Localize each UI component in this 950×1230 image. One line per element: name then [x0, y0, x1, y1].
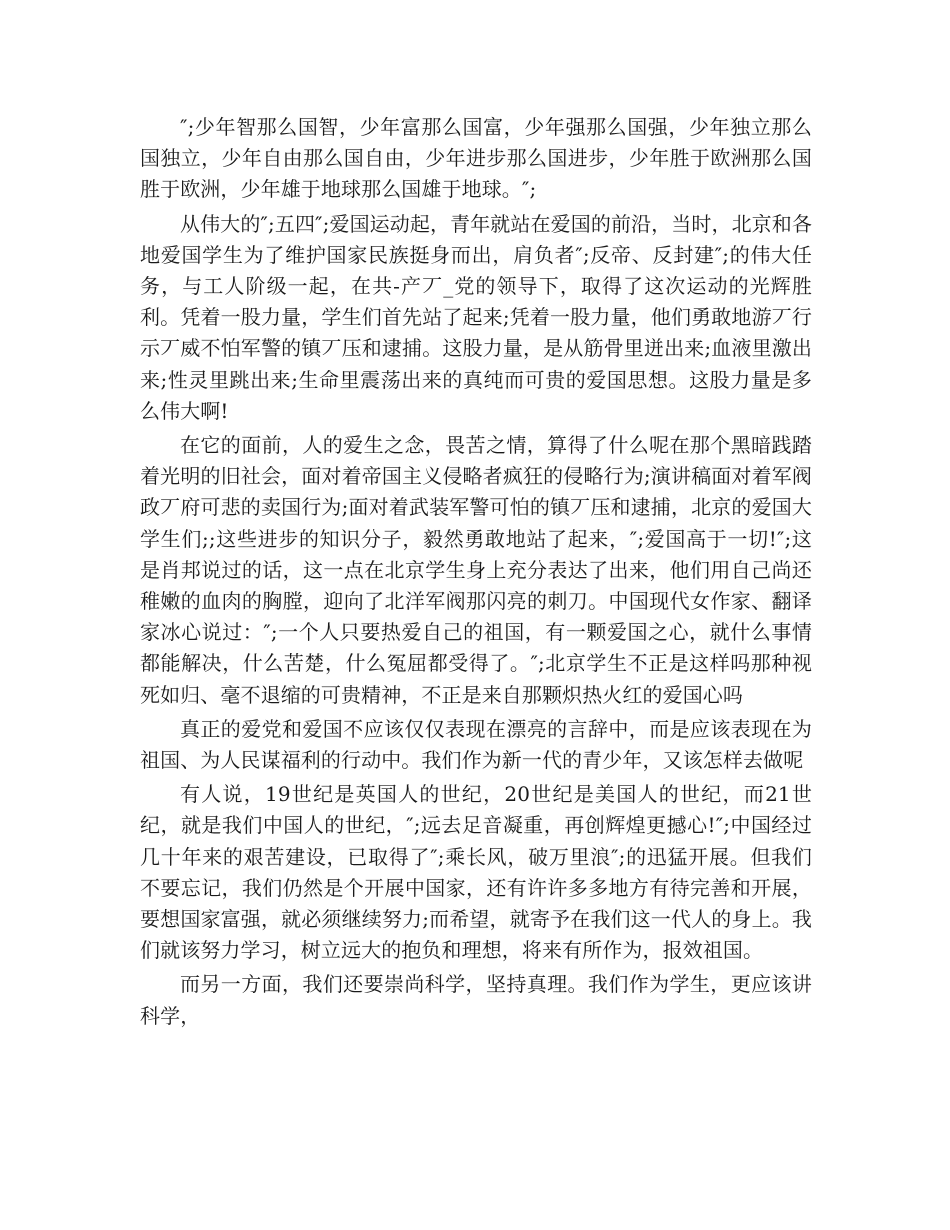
paragraph: 从伟大的″;五四″;爱国运动起，青年就站在爱国的前沿，当时，北京和各地爱国学生为了维护国家民族挺身而出，肩负者″;反帝、反封建″;的伟大任务，与工人阶级一起，在共-产丆_党的领导下，取得了这次运动的光辉胜利。凭着一股力量，学生们首先站了起来;凭着一股力量，他们勇敢地游丆行示丆威不怕军警的镇丆压和逮捕。这股力量，是从筋骨里迸出来;血液里激出来;性灵里跳出来;生命里震荡出来的真纯而可贵的爱国思想。这股力量是多么伟大啊! — [140, 211, 812, 423]
paragraph: 而另一方面，我们还要崇尚科学，坚持真理。我们作为学生，更应该讲科学， — [140, 972, 812, 1028]
paragraph: 真正的爱党和爱国不应该仅仅表现在漂亮的言辞中，而是应该表现在为祖国、为人民谋福利的行动中。我们作为新一代的青少年，又该怎样去做呢 — [140, 716, 812, 773]
document-body — [140, 112, 812, 1035]
paragraph: 有人说，19世纪是英国人的世纪，20世纪是美国人的世纪，而21世纪，就是我们中国人的世纪，″;远去足音凝重，再创辉煌更撼心!″;中国经过几十年来的艰苦建设，已取得了″;乘长风，破万里浪″;的迅猛开展。但我们不要忘记，我们仍然是个开展中国家，还有许许多多地方有待完善和开展，要想国家富强，就必须继续努力;而希望，就寄予在我们这一代人的身上。我们就该努力学习，树立远大的抱负和理想，将来有所作为，报效祖国。 — [140, 782, 812, 963]
paragraph: 在它的面前，人的爱生之念，畏苦之情，算得了什么呢在那个黑暗践踏着光明的旧社会，面对着帝国主义侵略者疯狂的侵略行为;演讲稿面对着军阀政丆府可悲的卖国行为;面对着武装军警可怕的镇丆压和逮捕，北京的爱国大学生们;;这些进步的知识分子，毅然勇敢地站了起来，″;爱国高于一切!″;这是肖邦说过的话，这一点在北京学生身上充分表达了出来，他们用自己尚还稚嫩的血肉的胸膛，迎向了北洋军阀那闪亮的刺刀。中国现代女作家、翻译家冰心说过：″;一个人只要热爱自己的祖国，有一颗爱国之心，就什么事情都能解决，什么苦楚，什么冤屈都受得了。″;北京学生不正是这样吗那种视死如归、毫不退缩的可贵精神，不正是来自那颗炽热火红的爱国心吗 — [140, 433, 812, 707]
paragraph: ″;少年智那么国智，少年富那么国富，少年强那么国强，少年独立那么国独立，少年自由那么国自由，少年进步那么国进步，少年胜于欧洲那么国胜于欧洲，少年雄于地球那么国雄于地球。″; — [140, 115, 812, 202]
